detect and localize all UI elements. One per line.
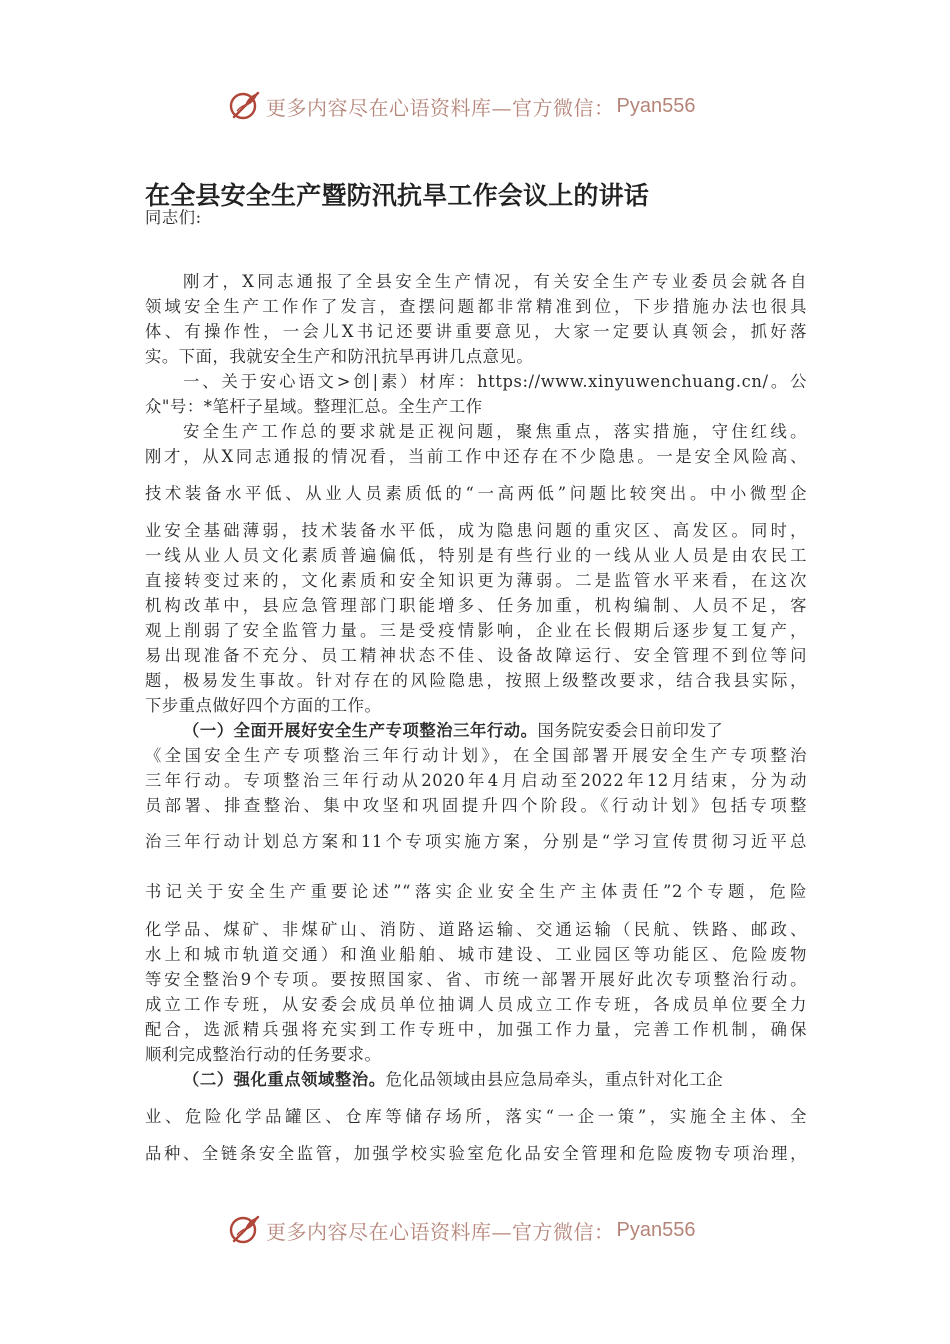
paragraph-line: 直接转变过来的，文化素质和安全知识更为薄弱。二是监管水平来看，在这次 — [145, 571, 807, 590]
paragraph-line: 三年行动。专项整治三年行动从2020年4月启动至2022年12月结束，分为动 — [145, 771, 807, 790]
subsection-line — [183, 719, 723, 743]
watermark-wechat-id: Pyan556 — [616, 94, 696, 117]
paragraph-line: 配合，选派精兵强将充实到工作专班中，加强工作力量，完善工作机制，确保 — [145, 1020, 807, 1039]
section-heading-line: 一、关于安心语文>创|素）材库：https://www.xinyuwenchuang.cn/。公 — [183, 372, 807, 391]
paragraph-line: 下步重点做好四个方面的工作。 — [145, 696, 382, 715]
paragraph-line: 一线从业人员文化素质普遍偏低，特别是有些行业的一线从业人员是由农民工 — [145, 546, 807, 565]
paragraph-line: 刚才，X同志通报了全县安全生产情况，有关安全生产专业委员会就各自 — [183, 272, 807, 291]
paragraph-line: 成立工作专班，从安委会成员单位抽调人员成立工作专班，各成员单位要全力 — [145, 995, 807, 1014]
paragraph-line: 易出现准备不充分、员工精神状态不佳、设备故障运行、安全管理不到位等问 — [145, 646, 807, 665]
watermark-text: 更多内容尽在心语资料库—官方微信： — [266, 95, 615, 120]
salutation: 同志们: — [145, 208, 202, 227]
paragraph-line: 业安全基础薄弱，技术装备水平低，成为隐患问题的重灾区、高发区。同时， — [145, 521, 807, 540]
paragraph-line: 业、危险化学品罐区、仓库等储存场所，落实“一企一策”，实施全主体、全 — [145, 1107, 807, 1126]
paragraph-line: 顺利完成整治行动的任务要求。 — [145, 1045, 382, 1064]
paragraph-line: 题，极易发生事故。针对存在的风险隐患，按照上级整改要求，结合我县实际， — [145, 671, 807, 690]
quill-logo-icon — [228, 1213, 262, 1247]
section-heading-line: 众"号：*笔杆子星域。整理汇总。全生产工作 — [145, 397, 483, 416]
paragraph-line: 书记关于安全生产重要论述”“落实企业安全生产主体责任”2个专题，危险 — [145, 882, 807, 901]
watermark-wechat-id: Pyan556 — [616, 1218, 696, 1241]
paragraph-line: 化学品、煤矿、非煤矿山、消防、道路运输、交通运输（民航、铁路、邮政、 — [145, 920, 807, 939]
subsection-line — [183, 1068, 723, 1092]
subsection-text: 国务院安委会日前印发了 — [537, 721, 724, 740]
paragraph-line: 水上和城市轨道交通）和渔业船舶、城市建设、工业园区等功能区、危险废物 — [145, 945, 807, 964]
paragraph-line: 品种、全链条安全监管，加强学校实验室危化品安全管理和危险废物专项治理， — [145, 1144, 807, 1163]
paragraph-line: 治三年行动计划总方案和11个专项实施方案，分别是“学习宣传贯彻习近平总 — [145, 832, 807, 851]
paragraph-line: 观上削弱了安全监管力量。三是受疫情影响，企业在长假期后逐步复工复产， — [145, 621, 807, 640]
paragraph-line: 领域安全生产工作作了发言，查摆问题都非常精准到位，下步措施办法也很具 — [145, 297, 807, 316]
watermark-header — [228, 86, 695, 126]
subsection-text: 危化品领域由县应急局牵头，重点针对化工企 — [385, 1070, 724, 1089]
paragraph-line: 安全生产工作总的要求就是正视问题，聚焦重点，落实措施，守住红线。 — [183, 422, 807, 441]
quill-logo-icon — [228, 89, 262, 123]
watermark-text: 更多内容尽在心语资料库—官方微信： — [266, 1219, 615, 1244]
document-title: 在全县安全生产暨防汛抗旱工作会议上的讲话 — [145, 181, 650, 210]
paragraph-line: 机构改革中，县应急管理部门职能增多、任务加重，机构编制、人员不足，客 — [145, 596, 807, 615]
subsection-heading: （一）全面开展好安全生产专项整治三年行动。 — [183, 721, 538, 740]
paragraph-line: 员部署、排查整治、集中攻坚和巩固提升四个阶段。《行动计划》包括专项整 — [145, 796, 807, 815]
subsection-heading: （二）强化重点领域整治。 — [183, 1070, 386, 1089]
paragraph-line: 《全国安全生产专项整治三年行动计划》，在全国部署开展安全生产专项整治 — [145, 746, 807, 765]
paragraph-line: 实。下面，我就安全生产和防汛抗旱再讲几点意见。 — [145, 347, 534, 366]
watermark-footer — [228, 1210, 695, 1250]
paragraph-line: 体、有操作性，一会儿X书记还要讲重要意见，大家一定要认真领会，抓好落 — [145, 322, 807, 341]
paragraph-line: 等安全整治9个专项。要按照国家、省、市统一部署开展好此次专项整治行动。 — [145, 970, 807, 989]
paragraph-line: 刚才，从X同志通报的情况看，当前工作中还存在不少隐患。一是安全风险高、 — [145, 447, 807, 466]
paragraph-line: 技术装备水平低、从业人员素质低的“一高两低”问题比较突出。中小微型企 — [145, 484, 807, 503]
